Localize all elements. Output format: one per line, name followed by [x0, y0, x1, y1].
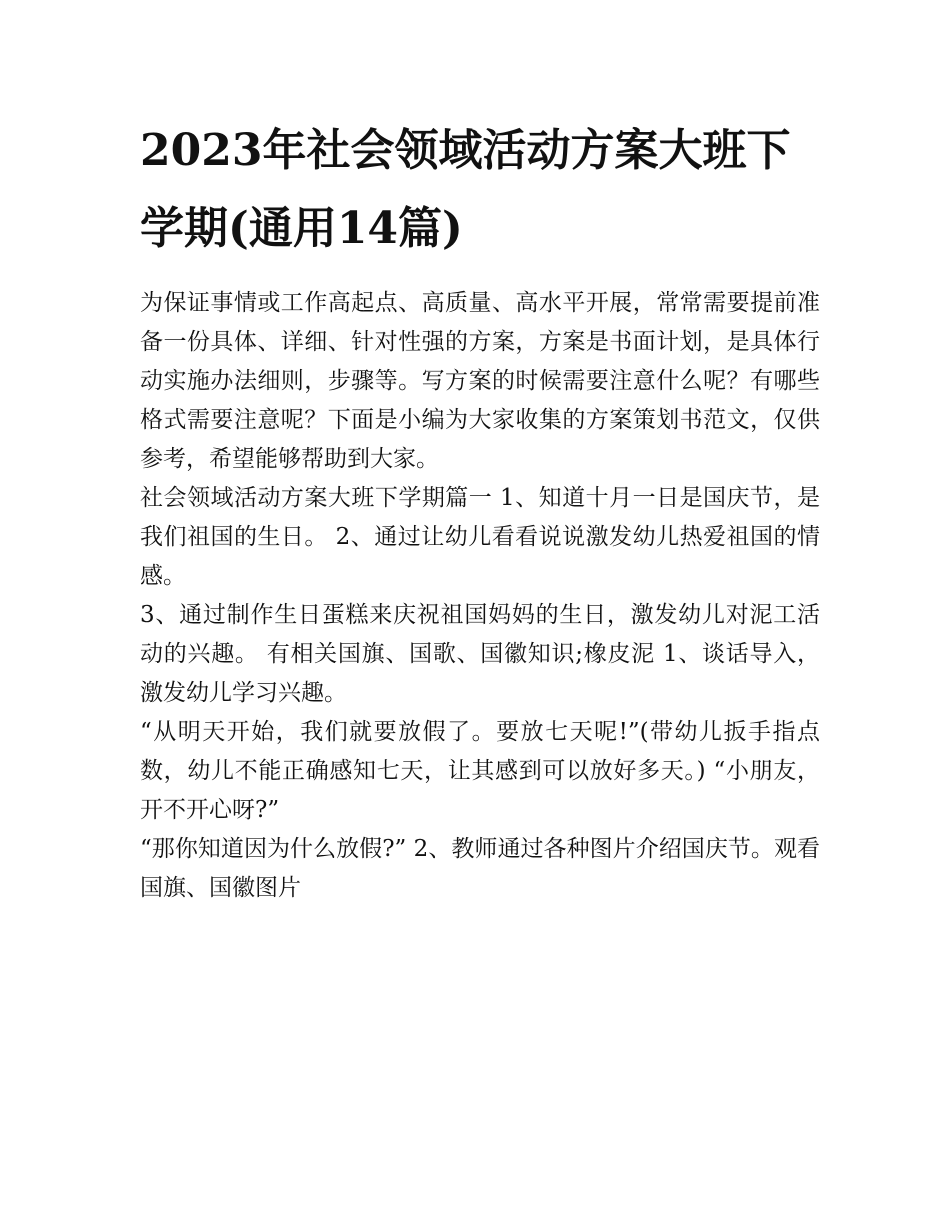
- body-paragraph-3: “从明天开始，我们就要放假了。要放七天呢!”(带幼儿扳手指点数，幼儿不能正确感知七天，让其感到可以放好多天。) “小朋友，开不开心呀?”: [140, 719, 820, 823]
- body-paragraph-4: “那你知道因为什么放假?” 2、教师通过各种图片介绍国庆节。观看国旗、国徽图片: [140, 836, 820, 901]
- document-page: [140, 112, 820, 908]
- body-paragraph-2: 3、通过制作生日蛋糕来庆祝祖国妈妈的生日，激发幼儿对泥工活动的兴趣。 有相关国旗、国歌、国徽知识;橡皮泥 1、谈话导入，激发幼儿学习兴趣。: [140, 602, 820, 706]
- intro-paragraph: 为保证事情或工作高起点、高质量、高水平开展，常常需要提前准备一份具体、详细、针对性强的方案，方案是书面计划，是具体行动实施办法细则，步骤等。写方案的时候需要注意什么呢？有哪些格式需要注意呢？下面是小编为大家收集的方案策划书范文，仅供参考，希望能够帮助到大家。: [140, 290, 820, 472]
- body-paragraph-1: 社会领域活动方案大班下学期篇一 1、知道十月一日是国庆节，是我们祖国的生日。 2、通过让幼儿看看说说激发幼儿热爱祖国的情感。: [140, 485, 820, 589]
- document-title: 2023年社会领域活动方案大班下学期(通用14篇): [140, 125, 791, 254]
